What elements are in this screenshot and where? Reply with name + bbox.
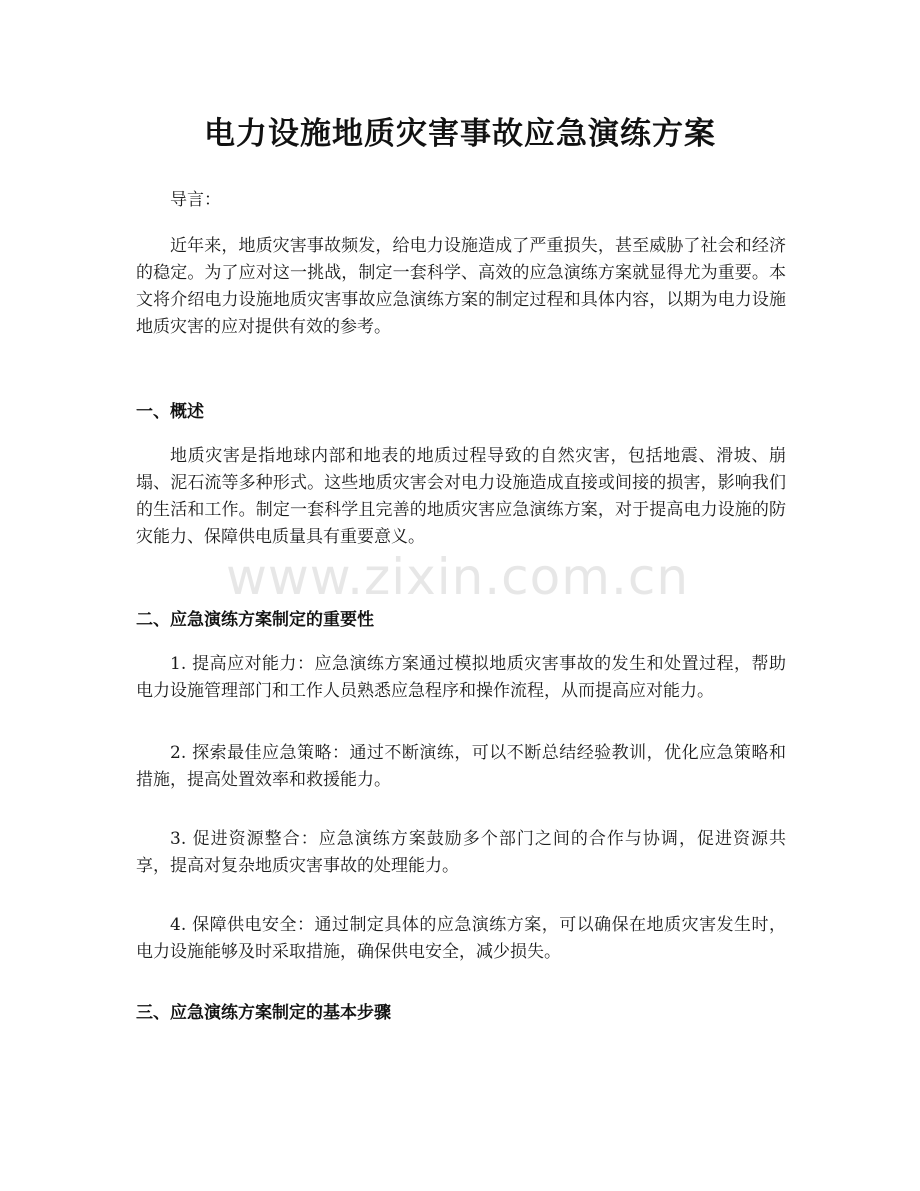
section-heading-overview: 一、概述 xyxy=(136,402,204,422)
list-item: 1. 提高应对能力：应急演练方案通过模拟地质灾害事故的发生和处置过程，帮助电力设施管理部门和工作人员熟悉应急程序和操作流程，从而提高应对能力。 xyxy=(136,654,786,701)
overview-paragraph: 地质灾害是指地球内部和地表的地质过程导致的自然灾害，包括地震、滑坡、崩塌、泥石流等多种形式。这些地质灾害会对电力设施造成直接或间接的损害，影响我们的生活和工作。制定一套科学且完善的地质灾害应急演练方案，对于提高电力设施的防灾能力、保障供电质量具有重要意义。 xyxy=(136,446,786,547)
list-item: 2. 探索最佳应急策略：通过不断演练，可以不断总结经验教训，优化应急策略和措施，提高处置效率和救援能力。 xyxy=(136,743,786,790)
list-item: 4. 保障供电安全：通过制定具体的应急演练方案，可以确保在地质灾害发生时，电力设施能够及时采取措施，确保供电安全，减少损失。 xyxy=(136,915,786,962)
section-heading-steps: 三、应急演练方案制定的基本步骤 xyxy=(136,1003,391,1023)
section-heading-importance: 二、应急演练方案制定的重要性 xyxy=(136,610,374,630)
document-title: 电力设施地质灾害事故应急演练方案 xyxy=(204,116,716,152)
intro-paragraph: 近年来，地质灾害事故频发，给电力设施造成了严重损失，甚至威胁了社会和经济的稳定。为了应对这一挑战，制定一套科学、高效的应急演练方案就显得尤为重要。本文将介绍电力设施地质灾害事故应急演练方案的制定过程和具体内容，以期为电力设施地质灾害的应对提供有效的参考。 xyxy=(136,236,786,337)
watermark-text: www.zixin.com.cn xyxy=(226,548,690,606)
intro-label: 导言： xyxy=(170,190,221,210)
list-item: 3. 促进资源整合：应急演练方案鼓励多个部门之间的合作与协调，促进资源共享，提高对复杂地质灾害事故的处理能力。 xyxy=(136,829,786,876)
